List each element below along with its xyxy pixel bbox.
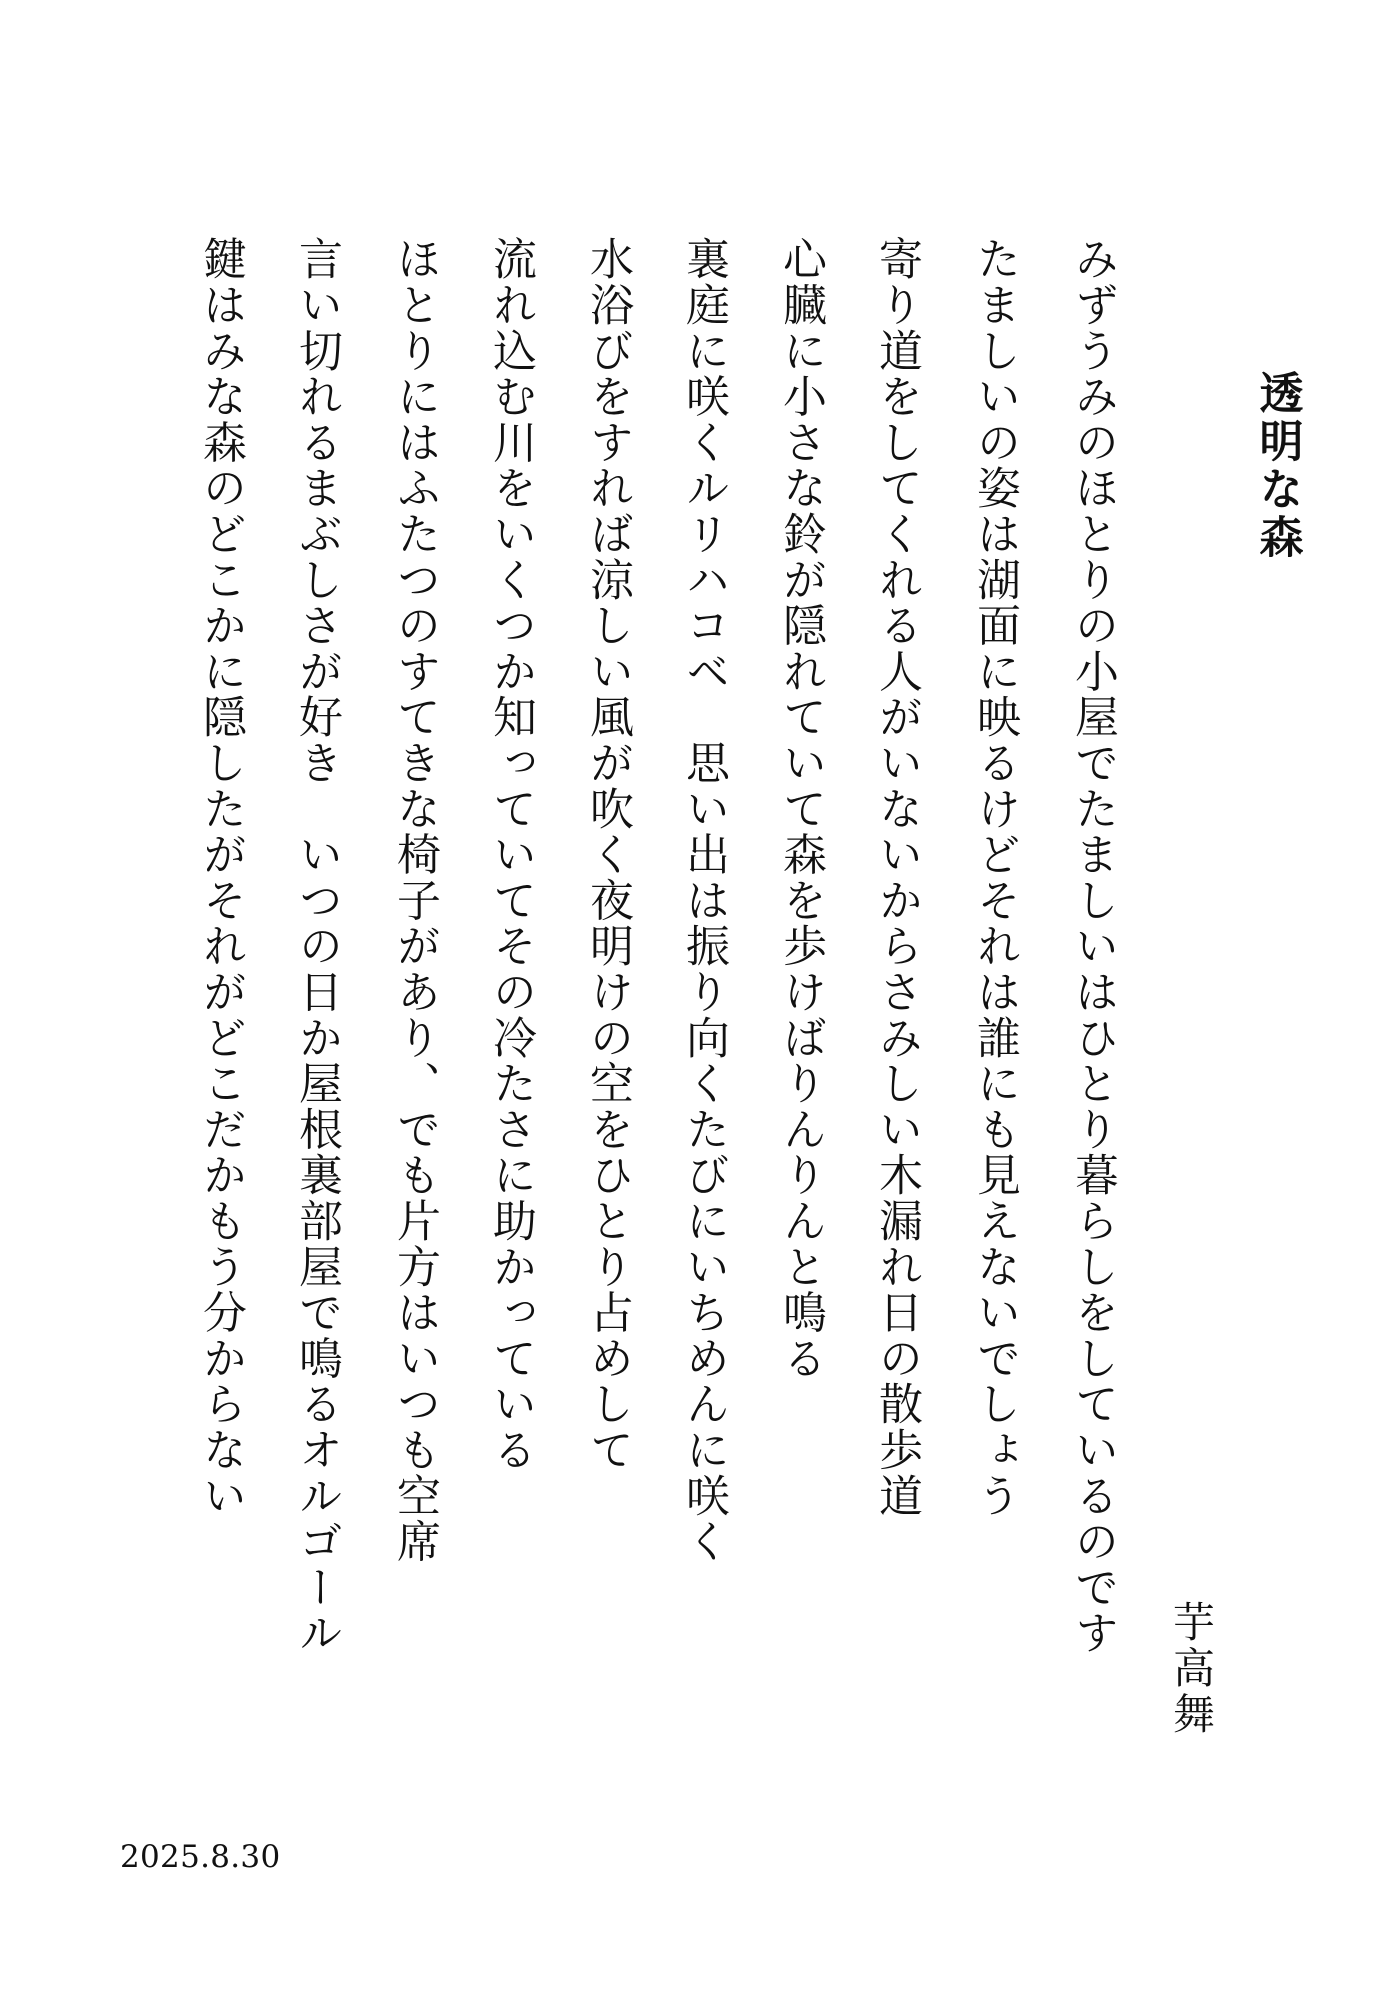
author-name: 芋高舞: [1167, 1600, 1216, 1738]
poem-line-2: たましいの姿は湖面に映るけどそれは誰にも見えないでしょう: [969, 236, 1020, 1519]
poem-line-3: 寄り道をしてくれる人がいないからさみしい木漏れ日の散歩道: [871, 236, 922, 1519]
poem-title: 透明な森: [1251, 370, 1303, 562]
poem-date: 2025.8.30: [120, 1839, 281, 1875]
poem-line-7: 流れ込む川をいくつか知っていてその冷たさに助かっている: [485, 236, 536, 1473]
poem-line-9: 言い切れるまぶしさが好き いつの日か屋根裏部屋で鳴るオルゴール: [291, 236, 342, 1656]
poem-line-6: 水浴びをすれば涼しい風が吹く夜明けの空をひとり占めして: [582, 236, 633, 1473]
poem-line-1: みずうみのほとりの小屋でたましいはひとり暮らしをしているのです: [1067, 236, 1118, 1656]
poem-line-5: 裏庭に咲くルリハコベ 思い出は振り向くたびにいちめんに咲く: [678, 236, 729, 1565]
poem-line-4: 心臓に小さな鈴が隠れていて森を歩けばりんりんと鳴る: [775, 236, 826, 1381]
poem-line-8: ほとりにはふたつのすてきな椅子があり、でも片方はいつも空席: [389, 236, 440, 1565]
poem-line-10: 鍵はみな森のどこかに隠したがそれがどこだかもう分からない: [195, 236, 246, 1519]
